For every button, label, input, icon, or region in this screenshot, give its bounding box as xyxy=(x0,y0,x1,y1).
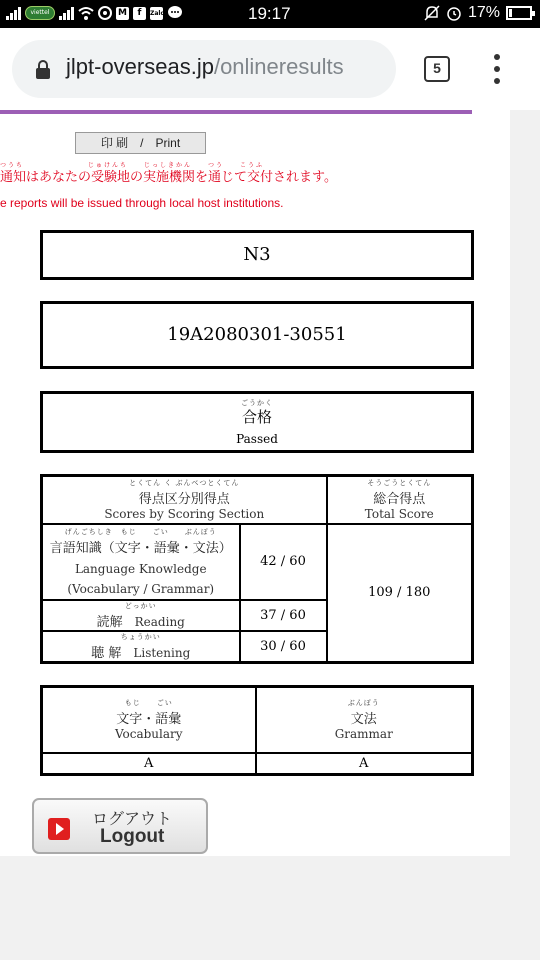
mute-icon xyxy=(424,5,440,21)
logout-jp-label: ログアウト xyxy=(92,809,173,828)
vocab-jp: 文字・語彙 xyxy=(116,712,182,728)
lk-jp: 言語知識（文字・語彙・文法） xyxy=(49,541,232,556)
vocab-ruby: もじ ごい xyxy=(124,699,173,708)
section-ruby: とくてん く ぶんべつとくてん xyxy=(129,479,240,488)
alarm-icon xyxy=(446,5,462,21)
notice-english: e reports will be issued through local host institutions. xyxy=(0,196,284,210)
listening-jp: 聴 解 xyxy=(91,645,122,661)
listening-label xyxy=(42,631,240,663)
status-icons-right xyxy=(424,4,532,22)
grammar-grade: A xyxy=(256,753,473,775)
lock-icon xyxy=(36,60,50,78)
header-divider xyxy=(0,110,472,114)
result-japanese: 合格 xyxy=(241,408,272,426)
address-bar[interactable] xyxy=(12,40,396,98)
lk-ruby: げんごちしき もじ ごい ぶんぽう xyxy=(64,528,217,536)
status-bar xyxy=(0,0,540,28)
lk-en2: (Vocabulary / Grammar) xyxy=(67,582,215,596)
url-text[interactable] xyxy=(66,54,344,80)
notice-ruby: つうち じゅけんち じっしきかん つう こうふ xyxy=(0,162,265,169)
scores-table xyxy=(40,474,474,664)
facebook-icon: f xyxy=(133,7,146,20)
section-en: Scores by Scoring Section xyxy=(104,507,265,522)
logout-button[interactable] xyxy=(32,798,208,854)
listening-score: 30 / 60 xyxy=(240,631,327,663)
signal-icon xyxy=(6,6,21,20)
result-ruby: ごうかく xyxy=(241,399,273,407)
listening-en: Listening xyxy=(133,645,191,660)
page-content xyxy=(0,110,510,856)
reading-jp: 読解 xyxy=(96,614,123,630)
notice-japanese: 通知はあなたの受験地の実施機関を通じて交付されます。 xyxy=(0,170,337,185)
reading-en: Reading xyxy=(134,614,185,629)
registration-number: 19A2080301-30551 xyxy=(40,301,474,369)
vocabulary-grade: A xyxy=(42,753,256,775)
vocabulary-header xyxy=(42,687,256,753)
battery-icon xyxy=(506,6,532,20)
lk-en1: Language Knowledge xyxy=(74,562,207,576)
grammar-jp: 文法 xyxy=(350,712,377,728)
browser-toolbar xyxy=(0,28,540,110)
reading-label xyxy=(42,600,240,631)
total-header xyxy=(327,476,473,524)
overflow-menu-icon[interactable] xyxy=(490,54,504,84)
grammar-ruby: ぶんぽう xyxy=(347,699,380,708)
messenger-icon xyxy=(167,6,183,20)
wifi-icon xyxy=(78,6,94,20)
grammar-header xyxy=(256,687,473,753)
play-icon xyxy=(48,818,70,840)
status-time: 19:17 xyxy=(248,4,291,23)
chrome-icon xyxy=(98,6,112,20)
carrier-pill: viettel xyxy=(25,6,55,20)
tab-switcher-button[interactable]: 5 xyxy=(424,56,450,82)
battery-percent: 17% xyxy=(467,4,500,21)
result-english: Passed xyxy=(236,432,278,446)
section-header xyxy=(42,476,327,524)
total-en: Total Score xyxy=(364,507,434,522)
total-jp: 総合得点 xyxy=(373,492,426,508)
url-host: jlpt-overseas.jp xyxy=(66,54,214,79)
zalo-icon: Zalo xyxy=(150,7,163,20)
grammar-en: Grammar xyxy=(334,727,393,742)
print-button[interactable]: 印 刷 / Print xyxy=(75,132,206,154)
level-box: N3 xyxy=(40,230,474,280)
reading-ruby: どっかい xyxy=(124,601,157,610)
lk-score: 42 / 60 xyxy=(240,524,327,600)
listening-ruby: ちょうかい xyxy=(120,632,161,641)
result-box xyxy=(40,391,474,453)
gmail-icon: M xyxy=(116,7,129,20)
signal-icon xyxy=(59,6,74,20)
total-score: 109 / 180 xyxy=(327,524,473,663)
url-path: /onlineresults xyxy=(213,54,344,79)
subsection-table xyxy=(40,685,474,776)
vocab-en: Vocabulary xyxy=(114,727,183,742)
reading-score: 37 / 60 xyxy=(240,600,327,631)
status-icons-left xyxy=(6,6,183,20)
logout-en-label: Logout xyxy=(100,826,165,847)
section-jp: 得点区分別得点 xyxy=(138,492,230,508)
total-ruby: そうごうとくてん xyxy=(367,479,432,488)
language-knowledge-label xyxy=(42,524,240,600)
